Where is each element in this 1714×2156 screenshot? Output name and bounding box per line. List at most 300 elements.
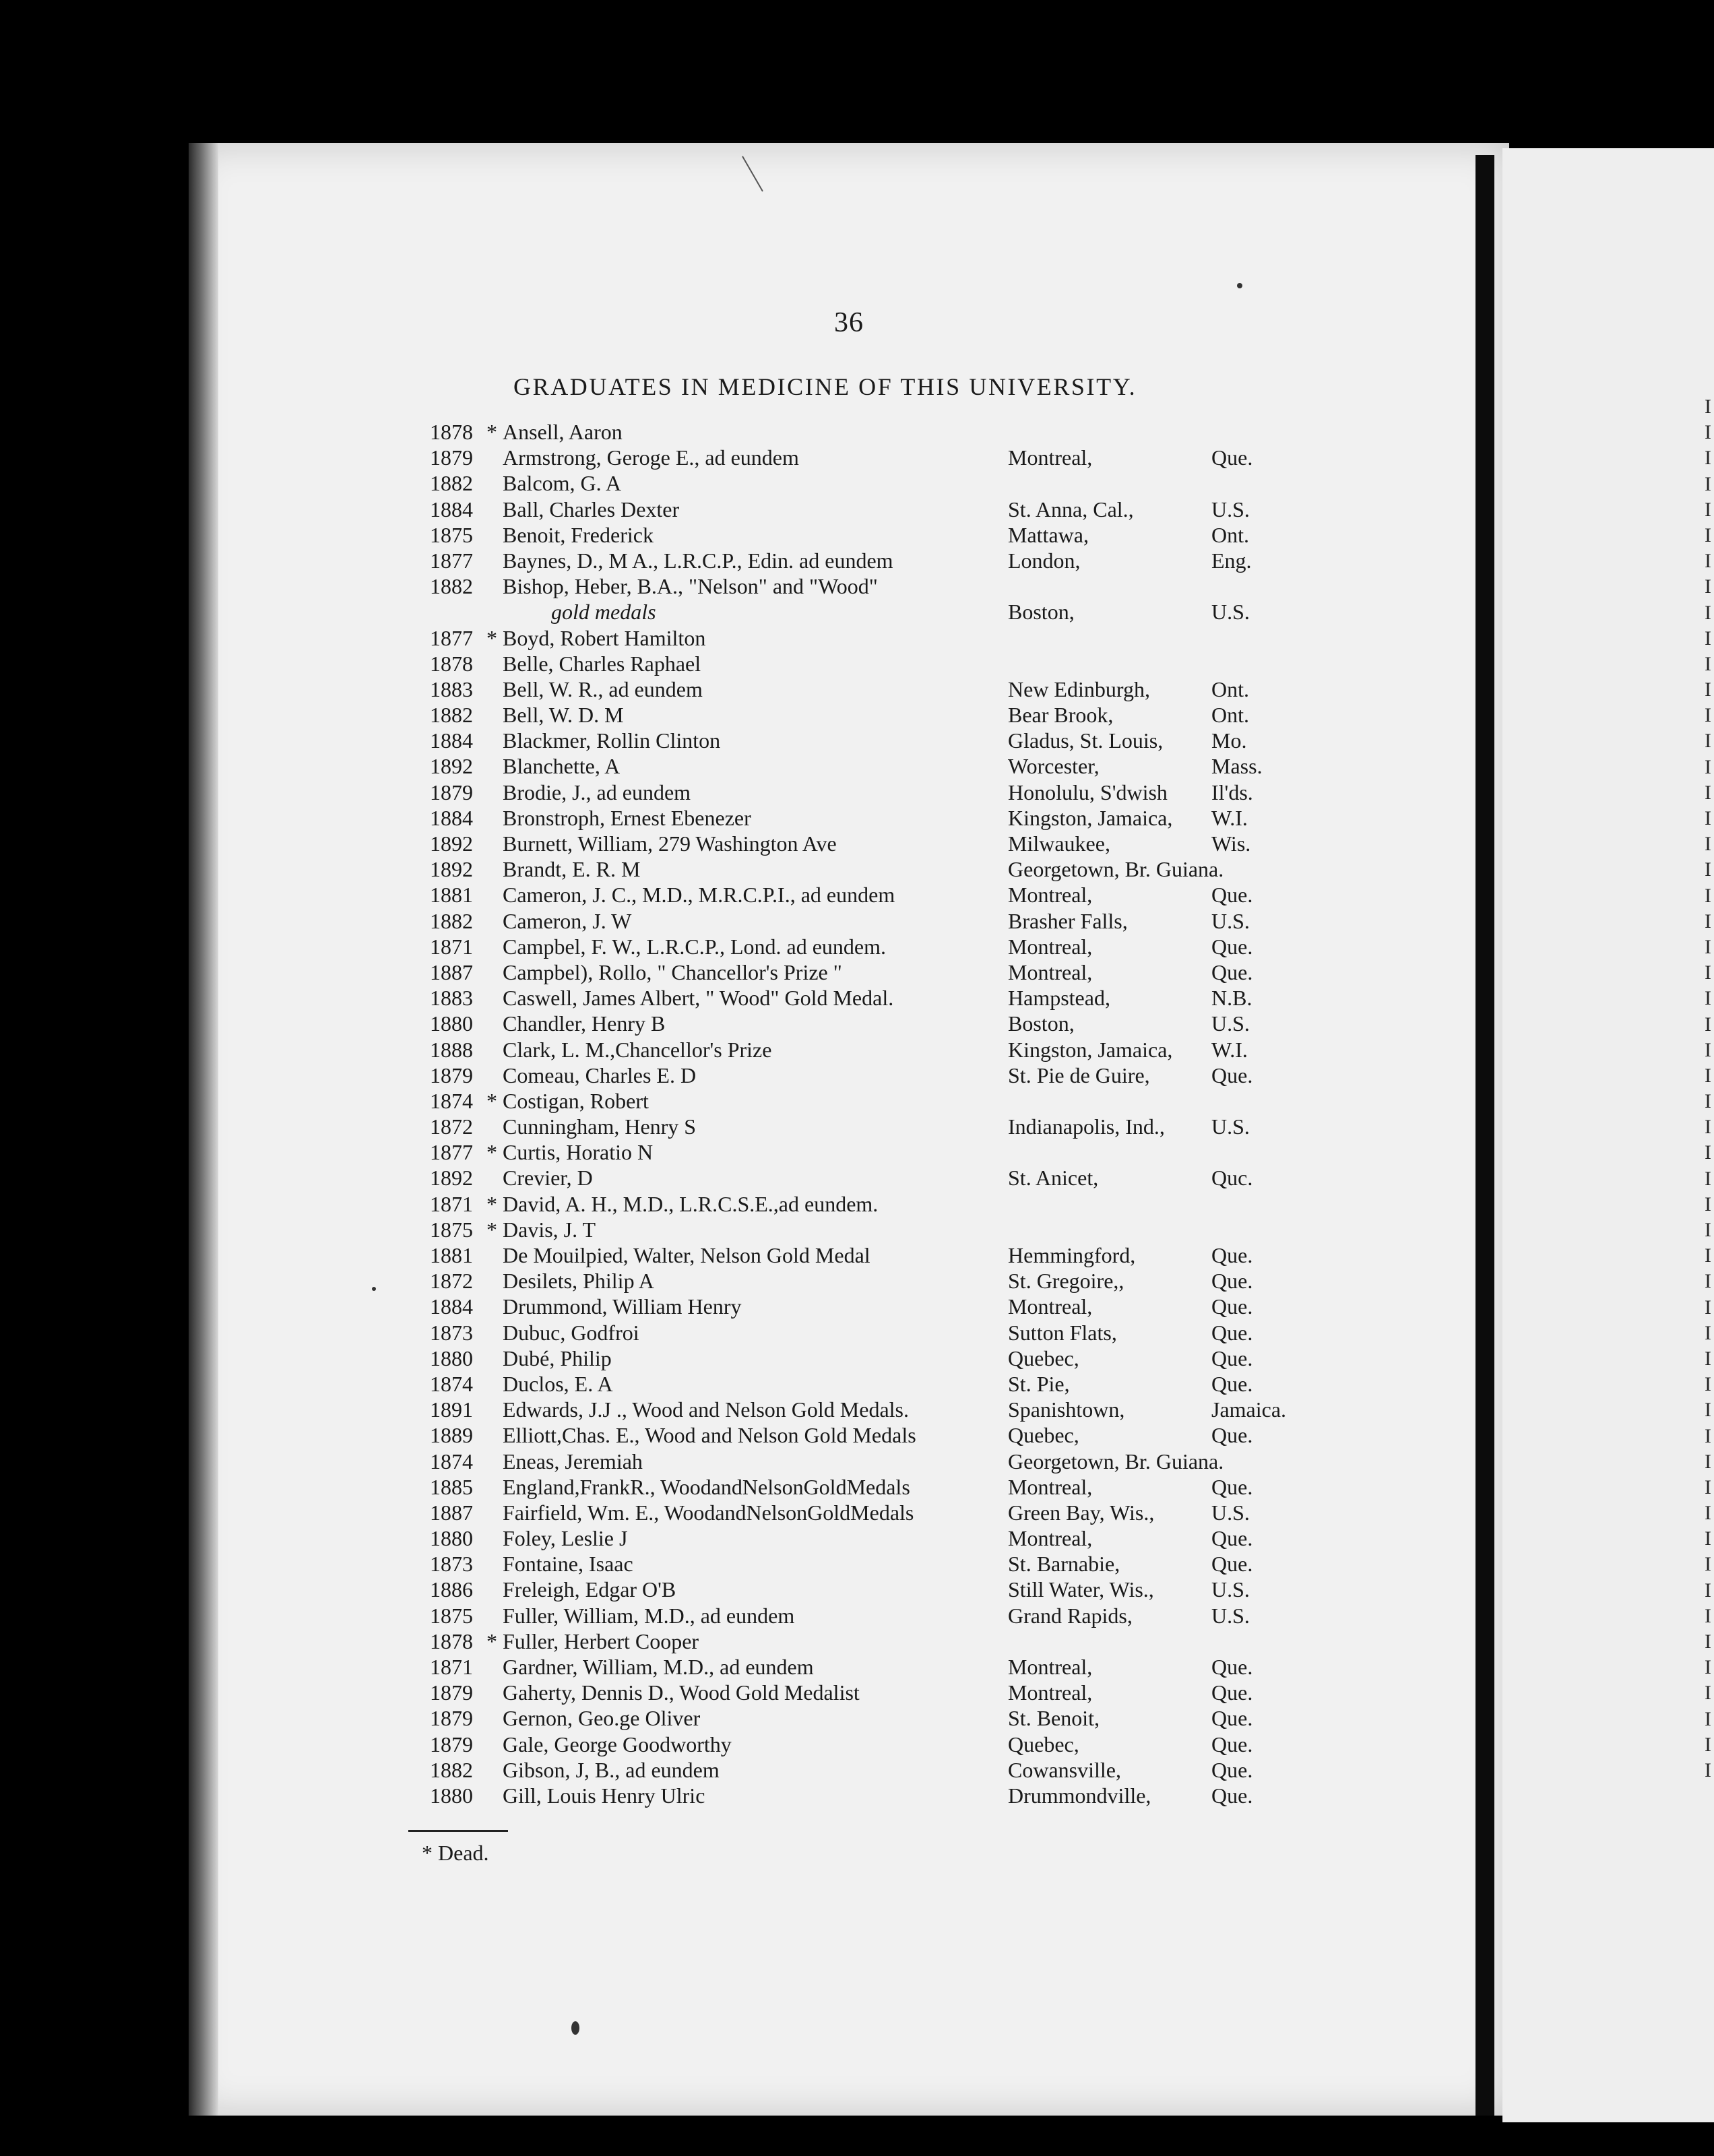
facing-page-glyph: I (1705, 1090, 1711, 1113)
graduate-year: 1877 (430, 548, 473, 573)
graduate-city: Drummondville, (1008, 1783, 1151, 1808)
facing-page-glyph: I (1705, 1630, 1711, 1653)
graduate-year: 1882 (430, 1757, 473, 1782)
facing-page-glyph: I (1705, 1450, 1711, 1473)
graduate-year: 1882 (430, 908, 473, 933)
graduate-region: W.I. (1211, 1037, 1248, 1062)
facing-page-glyph: I (1705, 1553, 1711, 1576)
graduate-name: Elliott,Chas. E., Wood and Nelson Gold Medals (503, 1423, 916, 1448)
graduate-region: U.S. (1211, 1500, 1250, 1525)
graduate-year: 1875 (430, 1217, 473, 1242)
facing-page-glyph: I (1705, 1424, 1711, 1447)
graduate-region: Que. (1211, 1474, 1253, 1499)
graduate-region: Que. (1211, 1371, 1253, 1396)
graduate-entry (411, 934, 1280, 959)
graduate-city: Boston, (1008, 1011, 1075, 1036)
graduate-city: St. Gregoire,, (1008, 1269, 1124, 1294)
graduate-region: Eng. (1211, 548, 1252, 573)
graduate-region: Que. (1211, 1655, 1253, 1679)
graduate-year: 1879 (430, 1706, 473, 1731)
graduate-year: 1875 (430, 522, 473, 547)
graduate-region: U.S. (1211, 497, 1250, 521)
graduate-entry (411, 1139, 1280, 1165)
graduate-name: Benoit, Frederick (503, 522, 654, 547)
graduate-city: Montreal, (1008, 1474, 1093, 1499)
graduate-region: Que. (1211, 1783, 1253, 1808)
graduate-name: Costigan, Robert (503, 1088, 649, 1113)
graduate-entry (411, 1705, 1280, 1731)
facing-page-glyph: I (1705, 421, 1711, 444)
graduate-city: St. Barnabie, (1008, 1552, 1120, 1577)
graduate-entry (411, 1680, 1280, 1705)
graduate-region: Que. (1211, 1269, 1253, 1294)
graduate-region: Ont. (1211, 676, 1249, 701)
graduate-name: Fuller, William, M.D., ad eundem (503, 1603, 795, 1628)
graduate-entry (411, 805, 1280, 831)
graduate-year: 1878 (430, 420, 473, 444)
scan-speck (372, 1287, 376, 1291)
graduate-year: 1871 (430, 1655, 473, 1679)
graduate-name: Crevier, D (503, 1166, 593, 1191)
graduate-entry (411, 548, 1280, 573)
graduate-city: Sutton Flats, (1008, 1320, 1117, 1345)
facing-page-glyph: I (1705, 858, 1711, 881)
graduate-year: 1883 (430, 676, 473, 701)
graduate-name: Gill, Louis Henry Ulric (503, 1783, 705, 1808)
deceased-marker: * (486, 1628, 497, 1653)
graduate-year: 1880 (430, 1783, 473, 1808)
graduate-entry (411, 856, 1280, 882)
graduate-name: Bell, W. R., ad eundem (503, 676, 703, 701)
graduate-city: Milwaukee, (1008, 831, 1110, 856)
page-number: 36 (834, 307, 864, 338)
graduate-name: Gardner, William, M.D., ad eundem (503, 1655, 814, 1679)
graduate-entry (411, 1422, 1280, 1448)
facing-page-glyph: I (1705, 678, 1711, 701)
graduate-list (411, 419, 1287, 1808)
deceased-marker: * (486, 625, 497, 650)
facing-page-glyph: I (1705, 1219, 1711, 1241)
graduate-region: U.S. (1211, 1577, 1250, 1602)
graduate-entry (411, 1783, 1280, 1808)
graduate-city: Georgetown, Br. Guiana. (1008, 1449, 1224, 1473)
footnote-rule (408, 1830, 508, 1832)
graduate-region: Que. (1211, 1552, 1253, 1577)
graduate-name: Edwards, J.J ., Wood and Nelson Gold Medals. (503, 1397, 909, 1422)
graduate-name: Blanchette, A (503, 754, 621, 779)
graduate-name: Drummond, William Henry (503, 1294, 742, 1319)
graduate-region: Que. (1211, 1757, 1253, 1782)
graduate-region: Que. (1211, 1732, 1253, 1756)
graduate-city: Quebec, (1008, 1732, 1079, 1756)
graduate-entry (411, 1217, 1280, 1242)
graduate-name: Fontaine, Isaac (503, 1552, 633, 1577)
facing-page (1502, 148, 1714, 2122)
graduate-entry (411, 1320, 1280, 1345)
graduate-year: 1892 (430, 857, 473, 882)
graduate-name: Desilets, Philip A (503, 1269, 654, 1294)
graduate-year: 1880 (430, 1526, 473, 1551)
graduate-name: Burnett, William, 279 Washington Ave (503, 831, 837, 856)
graduate-name: Foley, Leslie J (503, 1526, 628, 1551)
graduate-entry (411, 1603, 1280, 1628)
graduate-region: Que. (1211, 883, 1253, 908)
graduate-region: Que. (1211, 1063, 1253, 1087)
graduate-city: St. Pie, (1008, 1371, 1070, 1396)
facing-page-glyph: I (1705, 1758, 1711, 1781)
graduate-entry (411, 1063, 1280, 1088)
facing-page-glyph: I (1705, 601, 1711, 624)
graduate-entry (411, 1628, 1280, 1654)
graduate-entry (411, 1088, 1280, 1114)
graduate-city: New Edinburgh, (1008, 676, 1150, 701)
facing-page-glyph: I (1705, 1193, 1711, 1215)
graduate-entry (411, 882, 1280, 908)
graduate-region: Mass. (1211, 754, 1263, 779)
graduate-name: England,FrankR., WoodandNelsonGoldMedals (503, 1474, 910, 1499)
graduate-year: 1874 (430, 1449, 473, 1473)
graduate-entry (411, 728, 1280, 753)
deceased-marker: * (486, 1140, 497, 1165)
facing-page-glyph: I (1705, 807, 1711, 829)
graduate-year: 1884 (430, 1294, 473, 1319)
graduate-entry (411, 1011, 1280, 1036)
graduate-entry (411, 573, 1280, 599)
graduate-name: Dubuc, Godfroi (503, 1320, 639, 1345)
graduate-name: Fairfield, Wm. E., WoodandNelsonGoldMedals (503, 1500, 914, 1525)
graduate-entry (411, 419, 1280, 445)
graduate-region: Mo. (1211, 728, 1247, 753)
graduate-name: Ansell, Aaron (503, 420, 623, 444)
graduate-year: 1885 (430, 1474, 473, 1499)
graduate-year: 1880 (430, 1345, 473, 1370)
graduate-name: Balcom, G. A (503, 471, 621, 496)
page-title: GRADUATES IN MEDICINE OF THIS UNIVERSITY. (513, 373, 1137, 400)
graduate-city: Montreal, (1008, 1526, 1093, 1551)
facing-page-glyph: I (1705, 1244, 1711, 1267)
facing-page-glyph: I (1705, 1656, 1711, 1679)
graduate-entry (411, 625, 1280, 651)
facing-page-glyph: I (1705, 447, 1711, 470)
graduate-year: 1881 (430, 883, 473, 908)
graduate-region: Que. (1211, 1320, 1253, 1345)
graduate-region: U.S. (1211, 600, 1250, 625)
footnote: * Dead. (422, 1841, 489, 1865)
graduate-year: 1877 (430, 1140, 473, 1165)
graduate-year: 1873 (430, 1552, 473, 1577)
facing-page-glyph: I (1705, 1116, 1711, 1139)
facing-page-glyph: I (1705, 1476, 1711, 1498)
graduate-region: Que. (1211, 1294, 1253, 1319)
graduate-city: Cowansville, (1008, 1757, 1121, 1782)
facing-page-glyph: I (1705, 704, 1711, 727)
graduate-entry (411, 1037, 1280, 1063)
graduate-city: Quebec, (1008, 1423, 1079, 1448)
graduate-entry (411, 651, 1280, 676)
graduate-name: Campbel, F. W., L.R.C.P., Lond. ad eundem. (503, 934, 886, 959)
graduate-city: Brasher Falls, (1008, 908, 1128, 933)
graduate-year: 1873 (430, 1320, 473, 1345)
facing-page-glyph: I (1705, 524, 1711, 546)
graduate-year: 1874 (430, 1371, 473, 1396)
graduate-entry (411, 1114, 1280, 1139)
graduate-entry (411, 1345, 1280, 1371)
graduate-name: Brodie, J., ad eundem (503, 780, 691, 804)
graduate-city: Montreal, (1008, 1294, 1093, 1319)
graduate-name: Boyd, Robert Hamilton (503, 625, 706, 650)
facing-page-glyph: I (1705, 395, 1711, 418)
graduate-entry (411, 985, 1280, 1011)
facing-page-glyph: I (1705, 833, 1711, 856)
graduate-entry (411, 1294, 1280, 1319)
graduate-year: 1884 (430, 497, 473, 521)
graduate-entry (411, 1757, 1280, 1783)
graduate-entry (411, 1371, 1280, 1397)
facing-page-glyph: I (1705, 730, 1711, 753)
graduate-region: Que. (1211, 934, 1253, 959)
graduate-entry (411, 1577, 1280, 1602)
facing-page-glyph: I (1705, 498, 1711, 521)
graduate-entry (411, 599, 1280, 625)
facing-page-glyph: I (1705, 627, 1711, 649)
graduate-year: 1871 (430, 1191, 473, 1216)
graduate-name: Bishop, Heber, B.A., "Nelson" and "Wood" (503, 574, 878, 599)
graduate-entry (411, 1397, 1287, 1422)
graduate-name: De Mouilpied, Walter, Nelson Gold Medal (503, 1243, 870, 1267)
graduate-city: Hemmingford, (1008, 1243, 1136, 1267)
graduate-city: St. Anicet, (1008, 1166, 1099, 1191)
graduate-year: 1882 (430, 471, 473, 496)
deceased-marker: * (486, 420, 497, 444)
graduate-name: Gale, George Goodworthy (503, 1732, 732, 1756)
graduate-year: 1881 (430, 1243, 473, 1267)
graduate-year: 1882 (430, 703, 473, 728)
graduate-name: Brandt, E. R. M (503, 857, 641, 882)
facing-page-fragment (1705, 394, 1714, 1783)
graduate-city: Grand Rapids, (1008, 1603, 1133, 1628)
graduate-year: 1871 (430, 934, 473, 959)
graduate-region: Que. (1211, 1243, 1253, 1267)
facing-page-glyph: I (1705, 1038, 1711, 1061)
facing-page-glyph: I (1705, 1733, 1711, 1756)
graduate-year: 1878 (430, 651, 473, 676)
graduate-name: David, A. H., M.D., L.R.C.S.E.,ad eundem. (503, 1191, 879, 1216)
facing-page-glyph: I (1705, 1321, 1711, 1344)
graduate-year: 1883 (430, 986, 473, 1011)
graduate-entry (411, 676, 1280, 702)
scan-speck (571, 2021, 579, 2035)
graduate-entry (411, 1191, 1280, 1217)
graduate-region: Quc. (1211, 1166, 1253, 1191)
graduate-year: 1891 (430, 1397, 473, 1422)
graduate-entry (411, 470, 1280, 496)
graduate-region: U.S. (1211, 908, 1250, 933)
facing-page-glyph: I (1705, 1013, 1711, 1036)
graduate-name: Cameron, J. C., M.D., M.R.C.P.I., ad eundem (503, 883, 895, 908)
graduate-year: 1875 (430, 1603, 473, 1628)
graduate-city: Gladus, St. Louis, (1008, 728, 1164, 753)
graduate-year: 1884 (430, 728, 473, 753)
graduate-name: Duclos, E. A (503, 1371, 613, 1396)
graduate-entry (411, 702, 1280, 728)
graduate-year: 1884 (430, 805, 473, 830)
graduate-year: 1887 (430, 1500, 473, 1525)
graduate-entry (411, 1474, 1280, 1500)
facing-page-glyph: I (1705, 987, 1711, 1010)
graduate-name: Campbel), Rollo, " Chancellor's Prize " (503, 959, 842, 984)
graduate-city: Montreal, (1008, 959, 1093, 984)
graduate-name: Bell, W. D. M (503, 703, 624, 728)
graduate-city: Montreal, (1008, 883, 1093, 908)
graduate-year: 1879 (430, 445, 473, 470)
graduate-region: U.S. (1211, 1011, 1250, 1036)
facing-page-glyph: I (1705, 781, 1711, 804)
graduate-entry (411, 1500, 1280, 1525)
facing-page-glyph: I (1705, 1167, 1711, 1190)
graduate-city: Montreal, (1008, 1680, 1093, 1705)
graduate-name: Chandler, Henry B (503, 1011, 666, 1036)
graduate-city: Hampstead, (1008, 986, 1110, 1011)
graduate-city: St. Pie de Guire, (1008, 1063, 1150, 1087)
facing-page-glyph: I (1705, 472, 1711, 495)
graduate-entry (411, 1449, 1280, 1474)
graduate-city: Boston, (1008, 600, 1075, 625)
graduate-year: 1892 (430, 1166, 473, 1191)
graduate-entry (411, 1654, 1280, 1680)
facing-page-glyph: I (1705, 1682, 1711, 1705)
graduate-year: 1879 (430, 1732, 473, 1756)
graduate-year: 1879 (430, 1063, 473, 1087)
deceased-marker: * (486, 1217, 497, 1242)
graduate-region: N.B. (1211, 986, 1252, 1011)
graduate-entry (411, 908, 1280, 934)
graduate-region: Ont. (1211, 703, 1249, 728)
graduate-entry (411, 959, 1280, 985)
graduate-name-continued: gold medals (551, 600, 656, 625)
graduate-city: Quebec, (1008, 1345, 1079, 1370)
facing-page-glyph: I (1705, 1707, 1711, 1730)
graduate-year: 1872 (430, 1269, 473, 1294)
graduate-city: Bear Brook, (1008, 703, 1114, 728)
graduate-year: 1892 (430, 754, 473, 779)
page-left-edge (189, 143, 218, 2116)
graduate-city: Mattawa, (1008, 522, 1089, 547)
graduate-entry (411, 445, 1280, 470)
graduate-entry (411, 1551, 1280, 1577)
graduate-year: 1877 (430, 625, 473, 650)
graduate-year: 1878 (430, 1628, 473, 1653)
graduate-year: 1886 (430, 1577, 473, 1602)
graduate-region: U.S. (1211, 1114, 1250, 1139)
graduate-city: Georgetown, Br. Guiana. (1008, 857, 1224, 882)
deceased-marker: * (486, 1191, 497, 1216)
graduate-entry (411, 1165, 1280, 1191)
facing-page-glyph: I (1705, 1373, 1711, 1396)
graduate-name: Cameron, J. W (503, 908, 632, 933)
graduate-region: Que. (1211, 1680, 1253, 1705)
graduate-region: Que. (1211, 1706, 1253, 1731)
graduate-city: Still Water, Wis., (1008, 1577, 1154, 1602)
facing-page-glyph: I (1705, 1579, 1711, 1602)
graduate-name: Davis, J. T (503, 1217, 596, 1242)
facing-page-glyph: I (1705, 755, 1711, 778)
graduate-region: Que. (1211, 1345, 1253, 1370)
graduate-name: Gaherty, Dennis D., Wood Gold Medalist (503, 1680, 860, 1705)
facing-page-glyph: I (1705, 910, 1711, 932)
facing-page-glyph: I (1705, 884, 1711, 907)
graduate-region: W.I. (1211, 805, 1248, 830)
graduate-name: Belle, Charles Raphael (503, 651, 701, 676)
graduate-name: Baynes, D., M A., L.R.C.P., Edin. ad eundem (503, 548, 893, 573)
graduate-year: 1880 (430, 1011, 473, 1036)
graduate-city: Worcester, (1008, 754, 1100, 779)
graduate-city: Kingston, Jamaica, (1008, 805, 1173, 830)
facing-page-glyph: I (1705, 935, 1711, 958)
facing-page-glyph: I (1705, 1502, 1711, 1525)
graduate-city: Honolulu, S'dwish (1008, 780, 1168, 804)
facing-page-glyph: I (1705, 550, 1711, 573)
graduate-name: Dubé, Philip (503, 1345, 612, 1370)
book-gutter (1475, 155, 1494, 2116)
graduate-year: 1879 (430, 1680, 473, 1705)
graduate-region: Que. (1211, 1526, 1253, 1551)
graduate-region: Il'ds. (1211, 780, 1253, 804)
graduate-region: Que. (1211, 445, 1253, 470)
scan-speck (1237, 283, 1242, 288)
graduate-year: 1892 (430, 831, 473, 856)
graduate-name: Eneas, Jeremiah (503, 1449, 643, 1473)
facing-page-glyph: I (1705, 1399, 1711, 1422)
graduate-city: Spanishtown, (1008, 1397, 1125, 1422)
facing-page-glyph: I (1705, 575, 1711, 598)
graduate-year: 1887 (430, 959, 473, 984)
graduate-name: Fuller, Herbert Cooper (503, 1628, 699, 1653)
graduate-entry (411, 1268, 1280, 1294)
graduate-name: Bronstroph, Ernest Ebenezer (503, 805, 751, 830)
graduate-region: Que. (1211, 959, 1253, 984)
facing-page-glyph: I (1705, 1296, 1711, 1319)
deceased-marker: * (486, 1088, 497, 1113)
graduate-name: Freleigh, Edgar O'B (503, 1577, 676, 1602)
graduate-name: Comeau, Charles E. D (503, 1063, 697, 1087)
graduate-year: 1889 (430, 1423, 473, 1448)
facing-page-glyph: I (1705, 1527, 1711, 1550)
graduate-city: Green Bay, Wis., (1008, 1500, 1155, 1525)
graduate-year: 1882 (430, 574, 473, 599)
graduate-city: Montreal, (1008, 934, 1093, 959)
facing-page-glyph: I (1705, 1604, 1711, 1627)
graduate-entry (411, 1732, 1280, 1757)
graduate-name: Curtis, Horatio N (503, 1140, 654, 1165)
graduate-year: 1874 (430, 1088, 473, 1113)
facing-page-glyph: I (1705, 1141, 1711, 1164)
graduate-region: Que. (1211, 1423, 1253, 1448)
graduate-region: Wis. (1211, 831, 1251, 856)
graduate-name: Blackmer, Rollin Clinton (503, 728, 721, 753)
facing-page-glyph: I (1705, 1347, 1711, 1370)
graduate-city: Montreal, (1008, 1655, 1093, 1679)
graduate-entry (411, 522, 1280, 548)
graduate-city: Montreal, (1008, 445, 1093, 470)
graduate-name: Armstrong, Geroge E., ad eundem (503, 445, 799, 470)
graduate-region: Ont. (1211, 522, 1249, 547)
graduate-city: Indianapolis, Ind., (1008, 1114, 1165, 1139)
graduate-city: St. Anna, Cal., (1008, 497, 1134, 521)
graduate-name: Gibson, J, B., ad eundem (503, 1757, 720, 1782)
facing-page-glyph: I (1705, 1064, 1711, 1087)
facing-page-glyph: I (1705, 1270, 1711, 1293)
graduate-year: 1872 (430, 1114, 473, 1139)
